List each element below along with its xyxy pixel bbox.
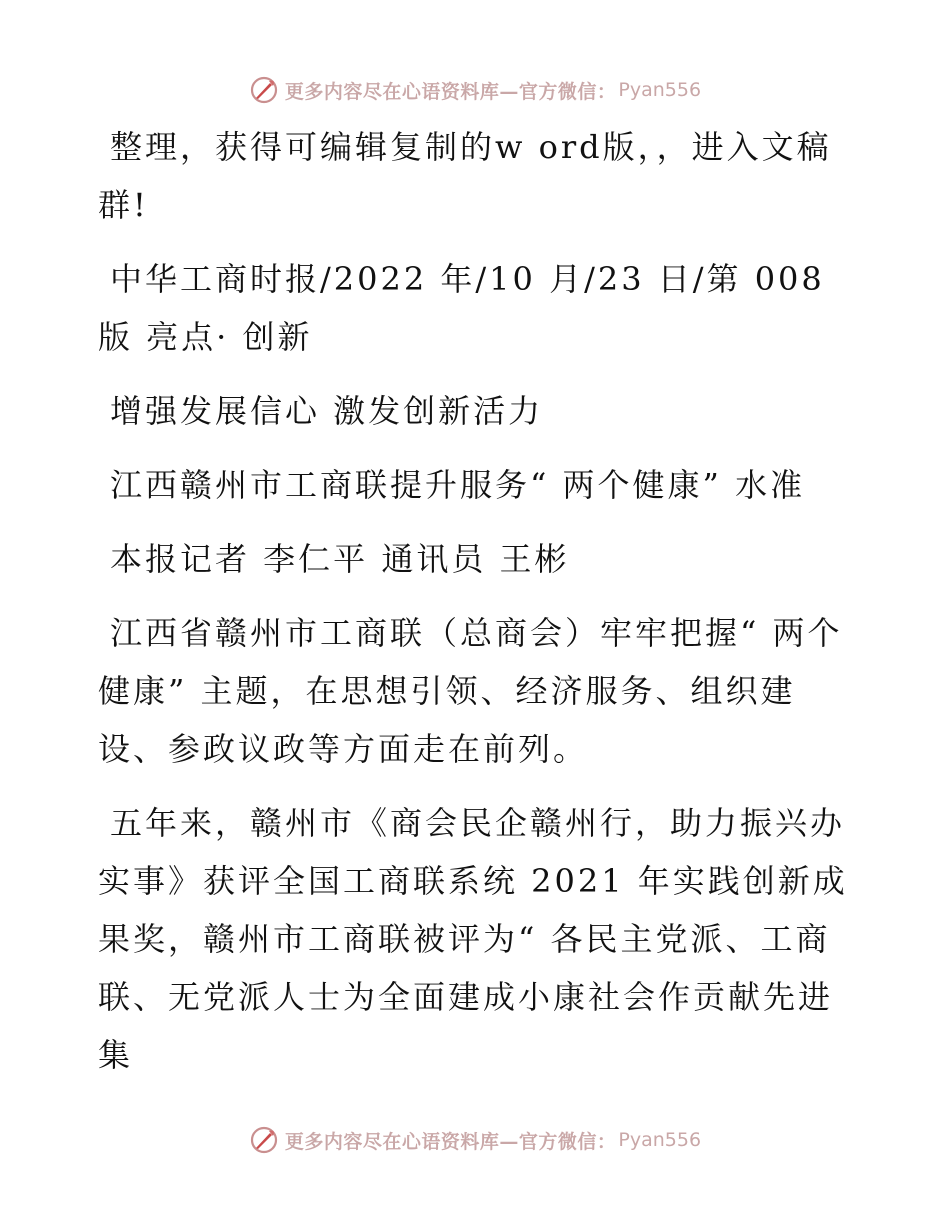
watermark-text: 更多内容尽在心语资料库—官方微信： [284, 80, 617, 103]
headline-sub: 江西赣州市工商联提升服务“ 两个健康” 水准 [110, 466, 806, 504]
quill-pen-logo-icon [249, 1125, 279, 1155]
paragraph-body-1: 江西省赣州市工商联（总商会）牢牢把握“ 两个健康” 主题，在思想引领、经济服务、组织建设、参政议政等方面走在前列。 [98, 614, 843, 768]
headline-main: 增强发展信心 激发创新活力 [110, 392, 544, 430]
footer-watermark [0, 1120, 950, 1160]
header-watermark [0, 70, 950, 110]
byline: 本报记者 李仁平 通讯员 王彬 [110, 540, 570, 578]
paragraph-body-2: 五年来，赣州市《商会民企赣州行，助力振兴办实事》获评全国工商联系统 2021 年实践创新成果奖，赣州市工商联被评为“ 各民主党派、工商联、无党派人士为全面建成小康社会作贡献先进集 [98, 804, 848, 1074]
watermark-text: 更多内容尽在心语资料库—官方微信： [284, 1130, 617, 1153]
document-body [98, 118, 858, 1100]
watermark-wechat-id: Pyan556 [618, 79, 702, 101]
watermark-wechat-id: Pyan556 [618, 1129, 702, 1151]
paragraph-source: 中华工商时报/2022 年/10 月/23 日/第 008 版 亮点· 创新 [98, 260, 825, 356]
quill-pen-logo-icon [249, 75, 279, 105]
paragraph-intro: 整理，获得可编辑复制的w ord版，，进入文稿群! [98, 128, 832, 224]
